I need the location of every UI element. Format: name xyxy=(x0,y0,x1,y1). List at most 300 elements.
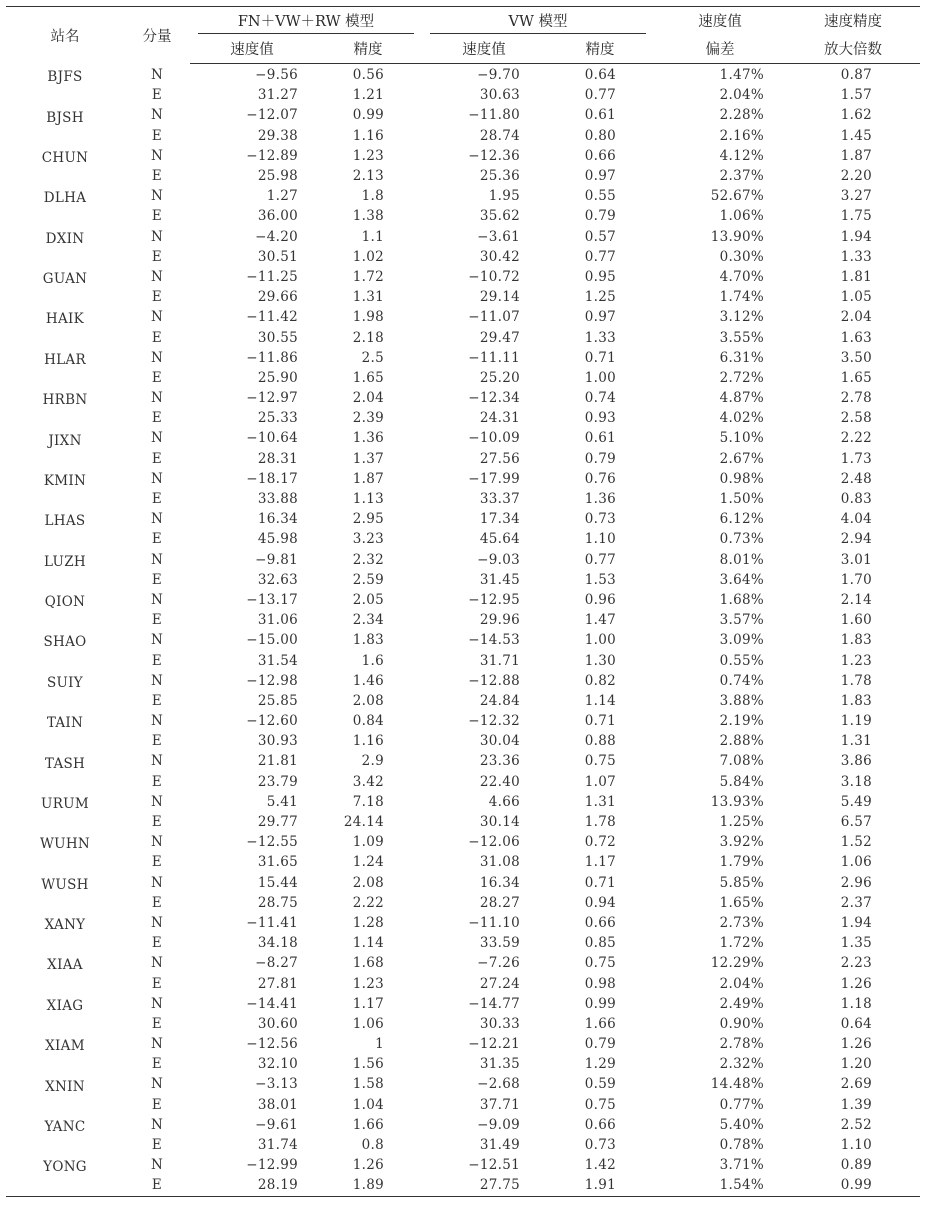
fn-vw-rw-velocity-cell: 28.31 xyxy=(257,450,298,467)
fn-vw-rw-precision-cell: 1.1 xyxy=(361,228,384,245)
vw-velocity-cell: 30.33 xyxy=(479,1015,520,1032)
vw-precision-cell: 0.94 xyxy=(584,894,617,911)
station-name-cell: LUZH xyxy=(44,553,86,570)
station-name-cell xyxy=(6,610,124,630)
precision-amplification-cell: 3.50 xyxy=(840,349,873,366)
fn-vw-rw-precision-cell: 1.26 xyxy=(352,1157,384,1174)
vw-precision-cell: 0.57 xyxy=(584,228,617,245)
vw-velocity-cell: 29.47 xyxy=(479,329,520,346)
precision-amplification-cell: 2.78 xyxy=(840,390,873,407)
velocity-bias-cell: 1.72% xyxy=(719,935,765,952)
table-row xyxy=(6,711,920,731)
station-name-cell: SHAO xyxy=(43,634,87,651)
velocity-bias-cell: 2.04% xyxy=(719,87,765,104)
vw-velocity-cell: −12.06 xyxy=(468,834,520,851)
vw-precision-cell: 0.61 xyxy=(584,107,617,124)
fn-vw-rw-velocity-cell: 45.98 xyxy=(257,531,298,548)
component-cell: E xyxy=(151,369,163,386)
velocity-bias-cell: 1.54% xyxy=(719,1177,765,1194)
table-row xyxy=(6,348,920,368)
station-name-cell xyxy=(6,570,124,590)
component-header: 分量 xyxy=(142,28,172,45)
vw-velocity-cell: 37.71 xyxy=(479,1096,520,1113)
component-cell: N xyxy=(150,834,164,851)
table-row xyxy=(6,590,920,610)
table-row xyxy=(6,873,920,893)
component-cell: E xyxy=(151,208,163,225)
station-name-cell: JIXN xyxy=(48,432,82,449)
precision-amplification-cell: 1.31 xyxy=(840,733,873,750)
precision-amplification-cell: 2.69 xyxy=(840,1076,873,1093)
table-row xyxy=(6,489,920,509)
velocity-bias-cell: 52.67% xyxy=(710,188,765,205)
table-row xyxy=(6,953,920,973)
component-cell: E xyxy=(151,692,163,709)
fn-vw-rw-velocity-cell: −12.89 xyxy=(246,147,298,164)
fn-vw-rw-velocity-cell: −4.20 xyxy=(255,228,298,245)
component-cell: E xyxy=(151,289,163,306)
velocity-bias-cell: 3.88% xyxy=(719,692,765,709)
station-name-cell xyxy=(6,1175,124,1196)
component-cell: N xyxy=(150,632,164,649)
component-cell: N xyxy=(150,713,164,730)
fn-vw-rw-precision-cell: 2.32 xyxy=(352,551,384,568)
vw-velocity-cell: 31.08 xyxy=(479,854,520,871)
vw-velocity-cell: 23.36 xyxy=(479,753,520,770)
component-cell: N xyxy=(150,1116,164,1133)
table-body xyxy=(6,64,920,1197)
component-cell: N xyxy=(150,874,164,891)
station-name-cell: TAIN xyxy=(46,715,84,732)
fn-vw-rw-velocity-cell: −8.27 xyxy=(255,955,298,972)
fn-vw-rw-precision-cell: 1.66 xyxy=(352,1116,384,1133)
fn-vw-rw-precision-cell: 1.16 xyxy=(352,733,384,750)
precision-amplification-cell: 0.87 xyxy=(840,67,873,84)
velocity-bias-cell: 5.85% xyxy=(719,874,765,891)
vw-velocity-cell: 31.71 xyxy=(479,652,520,669)
vw-velocity-header: 速度值 xyxy=(422,34,546,64)
vw-velocity-cell: 25.36 xyxy=(479,168,520,185)
precision-amplification-cell: 3.01 xyxy=(840,551,873,568)
fn-vw-rw-velocity-cell: 31.74 xyxy=(257,1137,298,1154)
vw-precision-cell: 0.71 xyxy=(584,713,617,730)
fn-vw-rw-precision-cell: 1.36 xyxy=(352,430,384,447)
vw-velocity-cell: 17.34 xyxy=(479,511,520,528)
fn-vw-rw-precision-cell: 0.8 xyxy=(361,1137,384,1154)
fn-vw-rw-velocity-cell: 23.79 xyxy=(257,773,298,790)
velocity-bias-header-line1: 速度值 xyxy=(698,14,742,30)
station-name-cell: WUSH xyxy=(41,876,89,893)
fn-vw-rw-velocity-cell: 25.85 xyxy=(257,692,298,709)
table-row xyxy=(6,509,920,529)
vw-velocity-cell: −12.34 xyxy=(468,390,520,407)
fn-vw-rw-precision-cell: 7.18 xyxy=(352,793,384,810)
station-name-cell xyxy=(6,85,124,105)
velocity-bias-cell: 4.70% xyxy=(719,268,765,285)
station-name-cell: DLHA xyxy=(43,190,87,207)
velocity-bias-cell: 2.67% xyxy=(719,450,765,467)
velocity-bias-cell: 2.32% xyxy=(719,1056,765,1073)
velocity-bias-cell: 2.88% xyxy=(719,733,765,750)
component-cell: E xyxy=(151,733,163,750)
vw-velocity-cell: 27.75 xyxy=(479,1177,520,1194)
vw-precision-cell: 1.42 xyxy=(584,1157,617,1174)
fn-vw-rw-velocity-cell: 27.81 xyxy=(257,975,298,992)
precision-amplification-cell: 1.87 xyxy=(840,147,873,164)
vw-velocity-cell: 4.66 xyxy=(488,793,520,810)
velocity-bias-cell: 2.72% xyxy=(719,369,765,386)
table-row xyxy=(6,126,920,146)
velocity-comparison-table-container xyxy=(6,6,920,1197)
fn-vw-rw-precision-cell: 3.23 xyxy=(352,531,384,548)
component-cell: E xyxy=(151,1096,163,1113)
component-cell: E xyxy=(151,248,163,265)
table-row xyxy=(6,832,920,852)
velocity-bias-cell: 4.02% xyxy=(719,410,765,427)
table-row xyxy=(6,64,920,86)
vw-precision-cell: 1.00 xyxy=(584,632,617,649)
precision-amplification-cell: 0.64 xyxy=(840,1015,873,1032)
vw-precision-cell: 0.64 xyxy=(584,67,617,84)
velocity-bias-cell: 2.73% xyxy=(719,914,765,931)
table-row xyxy=(6,1115,920,1135)
fn-vw-rw-precision-cell: 3.42 xyxy=(352,773,384,790)
fn-vw-rw-velocity-cell: 32.10 xyxy=(257,1056,298,1073)
station-name-cell: YANC xyxy=(44,1118,86,1135)
station-name-cell: XIAG xyxy=(46,997,84,1014)
fn-vw-rw-velocity-cell: −12.99 xyxy=(246,1157,298,1174)
component-cell: E xyxy=(151,814,163,831)
station-name-cell: HRBN xyxy=(42,392,88,409)
precision-amplification-cell: 1.62 xyxy=(840,107,873,124)
vw-velocity-cell: 33.37 xyxy=(479,491,520,508)
velocity-bias-cell: 12.29% xyxy=(710,955,765,972)
velocity-bias-cell: 0.90% xyxy=(719,1015,765,1032)
station-name-cell: XIAM xyxy=(45,1038,85,1055)
fn-vw-rw-velocity-cell: 21.81 xyxy=(257,753,298,770)
component-cell: N xyxy=(150,1036,164,1053)
fn-vw-rw-velocity-cell: 38.01 xyxy=(257,1096,298,1113)
table-row xyxy=(6,650,920,670)
velocity-bias-cell: 3.57% xyxy=(719,612,765,629)
table-row xyxy=(6,287,920,307)
component-cell: E xyxy=(151,894,163,911)
vw-velocity-cell: −3.61 xyxy=(477,228,520,245)
vw-velocity-cell: 45.64 xyxy=(479,531,520,548)
station-name-cell xyxy=(6,206,124,226)
station-name-cell xyxy=(6,529,124,549)
vw-precision-cell: 0.59 xyxy=(584,1076,617,1093)
fn-vw-rw-velocity-cell: 25.33 xyxy=(257,410,298,427)
fn-vw-rw-precision-cell: 1.68 xyxy=(352,955,384,972)
fn-vw-rw-precision-cell: 1.37 xyxy=(352,450,384,467)
component-cell: N xyxy=(150,188,164,205)
precision-amplification-cell: 2.20 xyxy=(840,168,873,185)
fn-vw-rw-velocity-cell: −11.42 xyxy=(246,309,298,326)
fn-vw-rw-velocity-cell: 29.38 xyxy=(257,127,298,144)
station-name-cell: URUM xyxy=(41,795,89,812)
component-cell: E xyxy=(151,531,163,548)
precision-amplification-cell: 1.18 xyxy=(840,995,873,1012)
fn-vw-rw-velocity-cell: −12.56 xyxy=(246,1036,298,1053)
fn-vw-rw-velocity-cell: 28.75 xyxy=(257,894,298,911)
fn-vw-rw-velocity-cell: 31.06 xyxy=(257,612,298,629)
velocity-bias-cell: 1.50% xyxy=(719,491,765,508)
station-header: 站名 xyxy=(50,28,80,45)
component-cell: E xyxy=(151,127,163,144)
velocity-bias-cell: 0.30% xyxy=(719,248,765,265)
station-name-cell xyxy=(6,166,124,186)
component-cell: E xyxy=(151,450,163,467)
station-name-cell xyxy=(6,1095,124,1115)
vw-precision-cell: 0.75 xyxy=(584,1096,617,1113)
fn-vw-rw-velocity-cell: 15.44 xyxy=(257,874,298,891)
fn-vw-rw-precision-cell: 2.59 xyxy=(352,571,384,588)
station-name-cell: XIAA xyxy=(47,957,83,974)
velocity-bias-cell: 8.01% xyxy=(719,551,765,568)
station-name-cell xyxy=(6,691,124,711)
vw-velocity-cell: 30.63 xyxy=(479,87,520,104)
fn-vw-rw-precision-cell: 2.08 xyxy=(352,874,384,891)
vw-precision-cell: 0.79 xyxy=(584,1036,617,1053)
table-row xyxy=(6,327,920,347)
precision-amplification-cell: 1.73 xyxy=(840,450,873,467)
velocity-bias-cell: 2.37% xyxy=(719,168,765,185)
fn-vw-rw-precision-cell: 1.17 xyxy=(352,995,384,1012)
table-row xyxy=(6,1054,920,1074)
fn-vw-rw-precision-cell: 2.18 xyxy=(352,329,384,346)
station-name-cell: KMIN xyxy=(43,472,87,489)
vw-model-header xyxy=(422,7,654,35)
table-header xyxy=(6,7,920,64)
vw-precision-cell: 0.73 xyxy=(584,1137,617,1154)
station-name-cell xyxy=(6,247,124,267)
velocity-bias-cell: 1.74% xyxy=(719,289,765,306)
velocity-bias-cell: 2.78% xyxy=(719,1036,765,1053)
velocity-bias-cell: 3.71% xyxy=(719,1157,765,1174)
vw-precision-cell: 0.99 xyxy=(584,995,617,1012)
fn-vw-rw-model-header xyxy=(190,7,422,35)
fn-vw-rw-precision-cell: 1.09 xyxy=(352,834,384,851)
station-name-cell xyxy=(6,731,124,751)
fn-vw-rw-velocity-cell: −9.56 xyxy=(255,67,298,84)
station-name-cell: BJFS xyxy=(47,69,83,86)
velocity-bias-cell: 1.06% xyxy=(719,208,765,225)
table-row xyxy=(6,247,920,267)
fn-vw-rw-velocity-cell: 31.54 xyxy=(257,652,298,669)
component-cell: N xyxy=(150,591,164,608)
precision-amplification-cell: 2.14 xyxy=(840,591,873,608)
velocity-bias-cell: 3.12% xyxy=(719,309,765,326)
table-row xyxy=(6,267,920,287)
fn-vw-rw-precision-cell: 1.14 xyxy=(352,935,384,952)
vw-precision-cell: 0.74 xyxy=(584,390,617,407)
station-name-cell xyxy=(6,1054,124,1074)
fn-vw-rw-velocity-cell: −9.61 xyxy=(255,1116,298,1133)
table-row xyxy=(6,691,920,711)
vw-velocity-cell: −12.88 xyxy=(468,672,520,689)
fn-vw-rw-precision-cell: 1.23 xyxy=(352,147,384,164)
table-row xyxy=(6,1034,920,1054)
vw-precision-cell: 0.71 xyxy=(584,349,617,366)
station-name-cell: LHAS xyxy=(44,513,86,530)
precision-amplification-cell: 1.52 xyxy=(840,834,873,851)
velocity-bias-cell: 5.40% xyxy=(719,1116,765,1133)
table-row xyxy=(6,852,920,872)
station-name-cell: TASH xyxy=(44,755,86,772)
vw-velocity-cell: 25.20 xyxy=(479,369,520,386)
table-row xyxy=(6,1175,920,1196)
precision-amplification-cell: 1.26 xyxy=(840,975,873,992)
velocity-bias-cell: 3.55% xyxy=(719,329,765,346)
table-row xyxy=(6,610,920,630)
fn-vw-rw-precision-cell: 1.65 xyxy=(352,369,384,386)
fn-vw-rw-precision-cell: 1.46 xyxy=(352,672,384,689)
precision-amplification-cell: 6.57 xyxy=(840,814,873,831)
station-name-cell: GUAN xyxy=(42,271,88,288)
precision-amplification-header-line1: 速度精度 xyxy=(824,14,883,30)
station-name-cell xyxy=(6,327,124,347)
fn-vw-rw-velocity-cell: −12.55 xyxy=(246,834,298,851)
velocity-bias-cell: 1.47% xyxy=(719,67,765,84)
fn-vw-rw-precision-header: 精度 xyxy=(314,34,422,64)
fn-vw-rw-precision-cell: 0.84 xyxy=(352,713,384,730)
component-cell: E xyxy=(151,652,163,669)
component-cell: E xyxy=(151,1015,163,1032)
table-row xyxy=(6,913,920,933)
station-name-cell xyxy=(6,489,124,509)
table-row xyxy=(6,388,920,408)
fn-vw-rw-precision-cell: 1.83 xyxy=(352,632,384,649)
velocity-bias-header-line2: 偏差 xyxy=(654,34,786,64)
precision-amplification-cell: 1.70 xyxy=(840,571,873,588)
vw-precision-cell: 0.95 xyxy=(584,268,617,285)
fn-vw-rw-precision-cell: 1.28 xyxy=(352,914,384,931)
component-cell: E xyxy=(151,329,163,346)
fn-vw-rw-precision-cell: 1.13 xyxy=(352,491,384,508)
velocity-bias-cell: 4.87% xyxy=(719,390,765,407)
vw-velocity-cell: −2.68 xyxy=(477,1076,520,1093)
precision-amplification-cell: 3.86 xyxy=(840,753,873,770)
vw-model-label: VW 模型 xyxy=(508,14,568,30)
vw-velocity-cell: 27.24 xyxy=(479,975,520,992)
precision-amplification-cell: 2.04 xyxy=(840,309,873,326)
vw-precision-cell: 1.00 xyxy=(584,369,617,386)
velocity-bias-cell: 2.04% xyxy=(719,975,765,992)
precision-amplification-cell: 2.58 xyxy=(840,410,873,427)
velocity-bias-cell: 5.84% xyxy=(719,773,765,790)
velocity-bias-cell: 0.77% xyxy=(719,1096,765,1113)
vw-precision-cell: 0.55 xyxy=(584,188,617,205)
table-row xyxy=(6,671,920,691)
table-row xyxy=(6,529,920,549)
station-name-cell xyxy=(6,893,124,913)
component-cell: N xyxy=(150,914,164,931)
component-cell: E xyxy=(151,491,163,508)
fn-vw-rw-velocity-cell: 1.27 xyxy=(266,188,298,205)
vw-precision-cell: 1.31 xyxy=(584,793,617,810)
fn-vw-rw-precision-cell: 2.39 xyxy=(352,410,384,427)
fn-vw-rw-velocity-cell: 29.77 xyxy=(257,814,298,831)
vw-precision-cell: 0.75 xyxy=(584,955,617,972)
vw-velocity-cell: −10.09 xyxy=(468,430,520,447)
vw-precision-cell: 0.66 xyxy=(584,147,617,164)
fn-vw-rw-velocity-cell: −14.41 xyxy=(246,995,298,1012)
table-row xyxy=(6,469,920,489)
fn-vw-rw-precision-cell: 2.34 xyxy=(352,612,384,629)
vw-velocity-cell: −11.11 xyxy=(468,349,520,366)
vw-velocity-cell: 30.14 xyxy=(479,814,520,831)
vw-velocity-cell: −9.70 xyxy=(477,67,520,84)
fn-vw-rw-precision-cell: 1.04 xyxy=(352,1096,384,1113)
table-row xyxy=(6,1155,920,1175)
station-name-cell xyxy=(6,126,124,146)
table-row xyxy=(6,1014,920,1034)
precision-amplification-cell: 1.65 xyxy=(840,369,873,386)
vw-precision-cell: 0.88 xyxy=(584,733,617,750)
vw-velocity-cell: −17.99 xyxy=(468,470,520,487)
table-row xyxy=(6,186,920,206)
fn-vw-rw-velocity-header: 速度值 xyxy=(190,34,314,64)
vw-precision-cell: 1.30 xyxy=(584,652,617,669)
velocity-bias-cell: 7.08% xyxy=(719,753,765,770)
vw-velocity-cell: 22.40 xyxy=(479,773,520,790)
table-row xyxy=(6,307,920,327)
station-name-cell: XNIN xyxy=(45,1078,85,1095)
vw-velocity-cell: 29.96 xyxy=(479,612,520,629)
fn-vw-rw-velocity-cell: −18.17 xyxy=(246,470,298,487)
component-cell: N xyxy=(150,1076,164,1093)
station-name-cell: WUHN xyxy=(39,836,91,853)
fn-vw-rw-velocity-cell: −10.64 xyxy=(246,430,298,447)
station-name-cell xyxy=(6,449,124,469)
fn-vw-rw-precision-cell: 1.21 xyxy=(352,87,384,104)
vw-velocity-cell: −12.95 xyxy=(468,591,520,608)
precision-amplification-cell: 0.83 xyxy=(840,491,873,508)
fn-vw-rw-velocity-cell: −12.97 xyxy=(246,390,298,407)
vw-precision-cell: 0.73 xyxy=(584,511,617,528)
precision-amplification-cell: 2.94 xyxy=(840,531,873,548)
precision-amplification-cell: 1.83 xyxy=(840,692,873,709)
fn-vw-rw-velocity-cell: 36.00 xyxy=(257,208,298,225)
vw-precision-cell: 1.17 xyxy=(584,854,617,871)
velocity-bias-cell: 2.49% xyxy=(719,995,765,1012)
fn-vw-rw-velocity-cell: 28.19 xyxy=(257,1177,298,1194)
fn-vw-rw-velocity-cell: −12.60 xyxy=(246,713,298,730)
velocity-bias-cell: 1.65% xyxy=(719,894,765,911)
velocity-bias-cell: 2.19% xyxy=(719,713,765,730)
fn-vw-rw-precision-cell: 24.14 xyxy=(343,814,384,831)
fn-vw-rw-velocity-cell: 31.27 xyxy=(257,87,298,104)
component-cell: E xyxy=(151,773,163,790)
table-row xyxy=(6,973,920,993)
vw-velocity-cell: −9.03 xyxy=(477,551,520,568)
velocity-bias-cell: 3.64% xyxy=(719,571,765,588)
velocity-bias-cell: 2.28% xyxy=(719,107,765,124)
precision-amplification-cell: 1.81 xyxy=(840,268,873,285)
component-cell: N xyxy=(150,672,164,689)
station-name-cell xyxy=(6,933,124,953)
station-name-cell: SUIY xyxy=(46,674,84,691)
vw-precision-cell: 1.36 xyxy=(584,491,617,508)
precision-amplification-cell: 1.78 xyxy=(840,672,873,689)
component-cell: N xyxy=(150,470,164,487)
component-cell: N xyxy=(150,511,164,528)
fn-vw-rw-velocity-cell: 25.98 xyxy=(257,168,298,185)
velocity-bias-cell: 13.93% xyxy=(710,793,765,810)
vw-precision-cell: 1.33 xyxy=(584,329,617,346)
vw-velocity-cell: 16.34 xyxy=(479,874,520,891)
